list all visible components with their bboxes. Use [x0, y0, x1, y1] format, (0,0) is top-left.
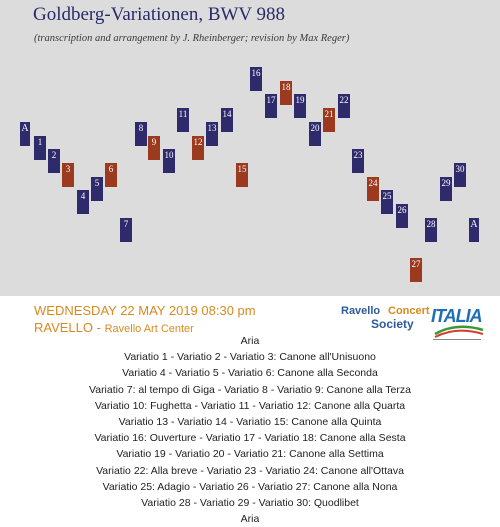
variation-block-3: 3: [62, 163, 74, 187]
variation-block-12: 12: [192, 136, 204, 160]
variation-block-17: 17: [265, 94, 277, 118]
program-line: Variatio 1 - Variatio 2 - Variatio 3: Canone all'Unisuono: [124, 351, 376, 364]
variation-block-22: 22: [338, 94, 350, 118]
variation-block-aria-start: A: [20, 122, 30, 146]
event-venue: Ravello Art Center: [104, 323, 194, 335]
program-line: Variatio 7: al tempo di Giga - Variatio 8 - Variatio 9: Canone alla Terza: [89, 383, 411, 396]
variation-block-5: 5: [91, 177, 103, 201]
variation-block-24: 24: [367, 177, 379, 201]
variation-block-13: 13: [206, 122, 218, 146]
program-line: Variatio 22: Alla breve - Variatio 23 - Variatio 24: Canone all'Ottava: [96, 464, 404, 477]
variation-block-aria-end: A: [469, 218, 479, 242]
program-line: Variatio 16: Ouverture - Variatio 17 - Variatio 18: Canone alla Sesta: [94, 432, 406, 445]
variation-block-16: 16: [250, 67, 262, 91]
variation-block-11: 11: [177, 108, 189, 132]
variation-block-26: 26: [396, 204, 408, 228]
page-title: Goldberg-Variationen, BWV 988: [33, 4, 286, 25]
variation-block-19: 19: [294, 94, 306, 118]
variation-block-27: 27: [410, 258, 422, 282]
program-line: Variatio 25: Adagio - Variatio 26 - Variatio 27: Canone alla Nona: [102, 480, 398, 493]
variation-block-29: 29: [440, 177, 452, 201]
variation-block-7: 7: [120, 218, 132, 242]
variation-block-21: 21: [323, 108, 335, 132]
variation-block-15: 15: [236, 163, 248, 187]
variation-block-30: 30: [454, 163, 466, 187]
event-city: RAVELLO -: [34, 320, 101, 335]
variation-block-4: 4: [77, 190, 89, 214]
variation-block-8: 8: [135, 122, 147, 146]
variation-block-23: 23: [352, 149, 364, 173]
logo-text-ravello: Ravello: [341, 305, 381, 317]
program-line: Variatio 10: Fughetta - Variatio 11 - Variatio 12: Canone alla Quarta: [94, 399, 406, 412]
variation-block-25: 25: [381, 190, 393, 214]
program-list: [0, 333, 500, 527]
variation-block-1: 1: [34, 136, 46, 160]
variation-block-2: 2: [48, 149, 60, 173]
logo-text-society: Society: [371, 317, 414, 331]
event-date: WEDNESDAY 22 MAY 2019 08:30 pm: [34, 303, 256, 318]
program-line: Aria: [240, 513, 260, 526]
program-line: Aria: [240, 335, 260, 347]
variation-block-20: 20: [309, 122, 321, 146]
logo-text-concert: Concert: [388, 305, 430, 317]
variation-block-10: 10: [163, 149, 175, 173]
logo-text-italia: ITALIA: [431, 306, 482, 326]
variation-block-9: 9: [148, 136, 160, 160]
program-line: Variatio 28 - Variatio 29 - Variatio 30: Quodlibet: [141, 496, 359, 509]
program-line: Variatio 4 - Variatio 5 - Variatio 6: Canone alla Seconda: [122, 367, 378, 380]
page-subtitle: (transcription and arrangement by J. Rheinberger; revision by Max Reger): [34, 33, 350, 44]
variation-block-18: 18: [280, 81, 292, 105]
program-line: Variatio 19 - Variatio 20 - Variatio 21: Canone alla Settima: [116, 448, 384, 461]
variation-block-6: 6: [105, 163, 117, 187]
variation-block-28: 28: [425, 218, 437, 242]
program-line: Variatio 13 - Variatio 14 - Variatio 15: Canone alla Quinta: [118, 415, 382, 428]
variation-block-14: 14: [221, 108, 233, 132]
